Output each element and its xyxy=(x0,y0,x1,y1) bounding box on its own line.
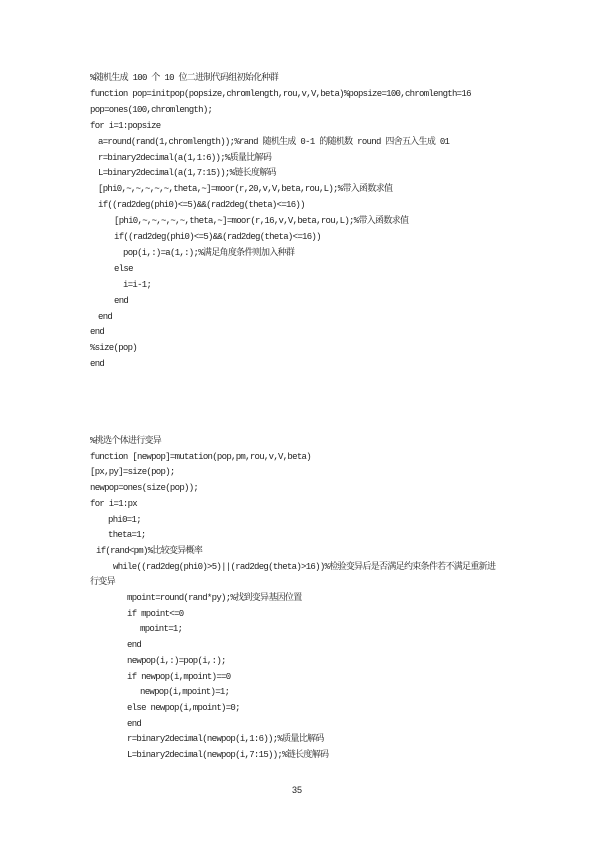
code-line: function pop=initpop(popsize,chromlength,rou,v,V,beta)%popsize=100,chromlength=16 xyxy=(90,88,471,99)
code-line: [phi0,~,~,~,~,~,theta,~]=moor(r,20,v,V,beta,rou,L);%带入函数求值 xyxy=(98,184,393,195)
code-line: theta=1; xyxy=(108,530,146,541)
code-line: if(rand<pm)%比较变异概率 xyxy=(96,545,203,556)
code-line: newpop=ones(size(pop)); xyxy=(90,483,199,494)
code-line: [phi0,~,~,~,~,~,theta,~]=moor(r,16,v,V,beta,rou,L);%带入函数求值 xyxy=(114,216,409,227)
code-line: phi0=1; xyxy=(108,514,141,525)
code-line: end xyxy=(114,295,129,306)
code-line: mpoint=round(rand*py);%找到变异基因位置 xyxy=(127,593,302,603)
code-line: else newpop(i,mpoint)=0; xyxy=(127,702,240,713)
code-line: newpop(i,mpoint)=1; xyxy=(140,687,230,698)
code-line: pop=ones(100,chromlength); xyxy=(90,104,213,115)
code-line: if((rad2deg(phi0)<=5)&&(rad2deg(theta)<=16)) xyxy=(114,232,321,242)
code-line: mpoint=1; xyxy=(140,624,183,635)
code-line: L=binary2decimal(a(1,7:15));%链长度解码 xyxy=(98,168,276,179)
code-line: 行变异 xyxy=(90,577,115,588)
code-line: i=i-1; xyxy=(123,279,152,290)
code-line: end xyxy=(127,640,142,651)
code-line: %随机生成 100 个 10 位二进制代码组初始化种群 xyxy=(90,73,279,83)
code-line: r=binary2decimal(newpop(i,1:6));%质量比解码 xyxy=(127,734,324,745)
code-line: [px,py]=size(pop); xyxy=(90,467,175,478)
code-line: r=binary2decimal(a(1,1:6));%质量比解码 xyxy=(98,152,272,163)
code-line: end xyxy=(127,718,142,729)
code-line: end xyxy=(90,359,105,370)
code-line: end xyxy=(98,311,113,322)
code-line: %挑选个体进行变异 xyxy=(90,436,162,446)
code-line: %size(pop) xyxy=(90,343,138,354)
code-line: L=binary2decimal(newpop(i,7:15));%链长度解码 xyxy=(127,750,329,760)
code-line: end xyxy=(90,327,105,338)
code-line: if mpoint<=0 xyxy=(127,608,184,619)
code-line: function [newpop]=mutation(pop,pm,rou,v,V,beta) xyxy=(90,451,311,462)
code-line: if newpop(i,mpoint)==0 xyxy=(127,671,231,682)
code-line: if((rad2deg(phi0)<=5)&&(rad2deg(theta)<=16)) xyxy=(98,200,305,211)
code-line: for i=1:px xyxy=(90,498,138,509)
code-line: pop(i,:)=a(1,:);%满足角度条件则加入种群 xyxy=(123,247,295,258)
code-line: else xyxy=(114,263,133,274)
code-line: for i=1:popsize xyxy=(90,120,161,131)
code-line: a=round(rand(1,chromlength));%rand 随机生成 0-1 的随机数 round 四舍五入生成 01 xyxy=(98,136,450,147)
code-line: newpop(i,:)=pop(i,:); xyxy=(127,655,226,666)
code-line: while((rad2deg(phi0)>5)||(rad2deg(theta)>16))%检验变异后是否满足约束条件若不满足重新进 xyxy=(113,561,496,572)
page-number: 35 xyxy=(292,785,303,795)
